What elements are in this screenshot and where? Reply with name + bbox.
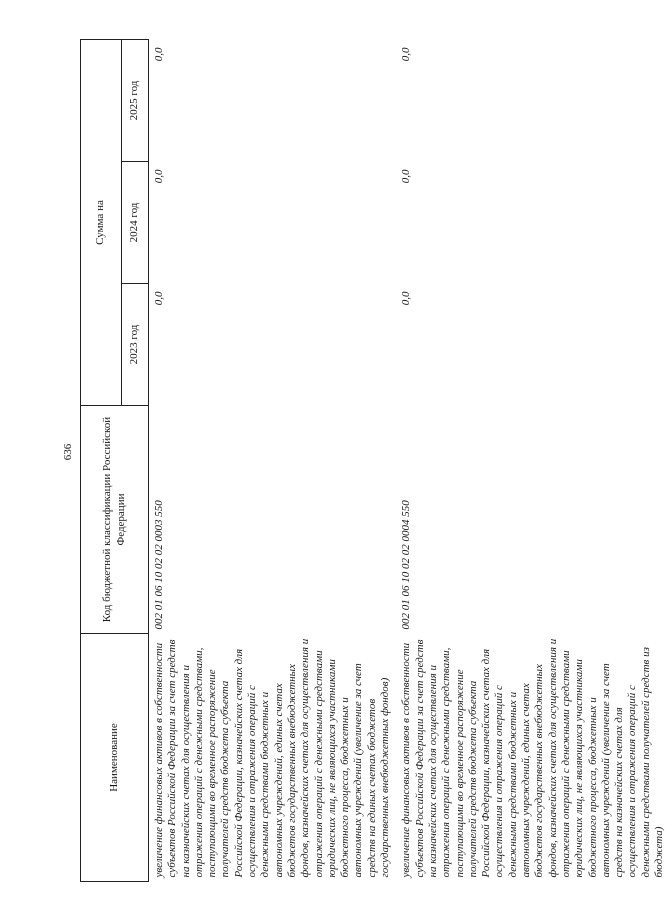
table-row — [398, 39, 672, 881]
budget-table — [80, 39, 672, 882]
header-code: Код бюджетной классификации Российской Федерации — [81, 406, 149, 634]
header-year-2023: 2023 год — [122, 284, 149, 406]
row-value-2025: 0,0 — [400, 47, 413, 62]
row-value-2024: 0,0 — [153, 169, 165, 184]
row-name: увеличение финансовых активов в собственности субъектов Российской Федерации за счет средств на казначейских счетах для осуществления и отражения операций с денежными средствами, поступающими во временное распоряжение получателей средств бюджета субъекта Российской Федерации, казначейских счетах для осуществления и отражения операций с денежными средствами бюджетных и автономных учреждений, единых счетах бюджетов государственных внебюджетных фондов, казначейских счетах для осуществления и отражения операций с денежными средствами юридических лиц, не являющихся участниками бюджетного процесса, бюджетных и автономных учреждений (увеличение за счет средств на казначейских счетах для осуществления и отражения операций с денежными средствами получателей средств из бюджета) — [400, 638, 665, 878]
row-value-2024: 0,0 — [400, 169, 413, 184]
header-year-2024: 2024 год — [122, 162, 149, 284]
row-value-2023: 0,0 — [153, 291, 165, 306]
row-code: 002 01 06 10 02 02 0004 550 — [400, 500, 413, 630]
row-value-2023: 0,0 — [400, 291, 413, 306]
row-value-2025: 0,0 — [153, 47, 165, 62]
table-row — [149, 39, 399, 881]
header-sum-group: Сумма на — [81, 39, 122, 405]
header-year-2025: 2025 год — [122, 39, 149, 161]
row-name: увеличение финансовых активов в собственности субъектов Российской Федерации за счет средств на казначейских счетах для осуществления и отражения операций с денежными средствами, поступающими во временное распоряжение получателей средств бюджета субъекта Российской Федерации, казначейских счетах для осуществления и отражения операций с денежными средствами бюджетных и автономных учреждений, единых счетах бюджетов государственных внебюджетных фондов, казначейских счетах для осуществления и отражения операций с денежными средствами юридических лиц, не являющихся участниками бюджетного процесса, бюджетных и автономных учреждений (увеличение за счет средств на единых счетах бюджетов государственных внебюджетных фондов) — [153, 638, 392, 878]
rotated-page — [80, 40, 665, 882]
row-code: 002 01 06 10 02 02 0003 550 — [153, 500, 165, 630]
page-number: 636 — [62, 443, 74, 461]
header-name: Наименование — [81, 634, 149, 882]
